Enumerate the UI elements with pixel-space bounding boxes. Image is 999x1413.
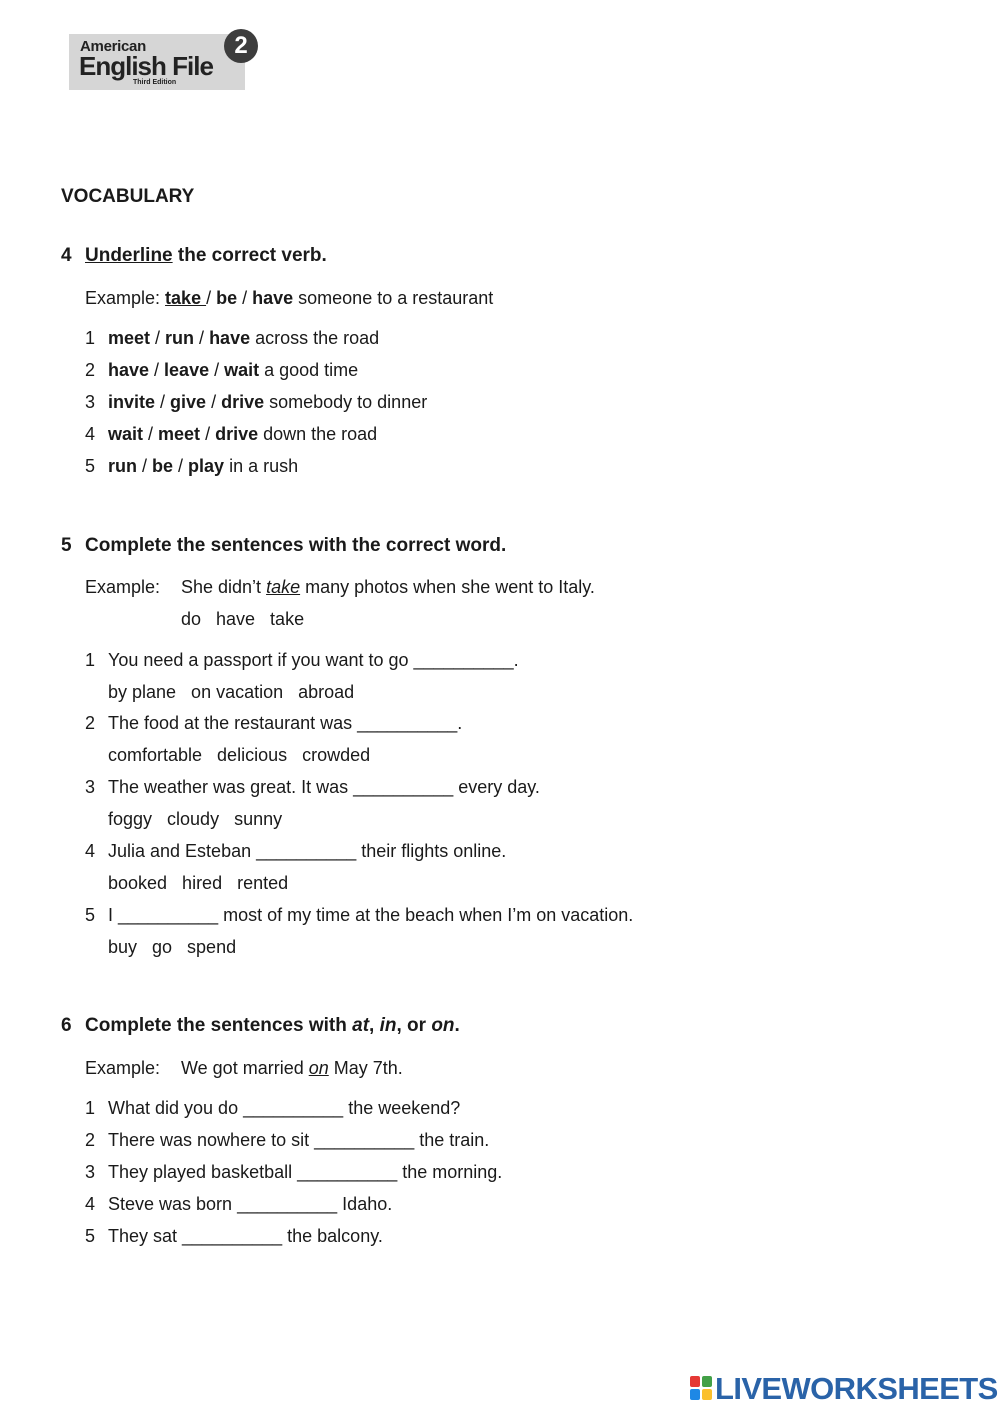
ex4-item: [108, 328, 379, 349]
ex6-title-in: in: [379, 1015, 397, 1036]
ex6-item-sentence: They sat __________ the balcony.: [108, 1226, 383, 1246]
ex4-item-rest: down the road: [258, 424, 378, 444]
ex5-item-sentence: The food at the restaurant was __________.: [108, 713, 463, 733]
ex5-example-label: Example:: [85, 577, 161, 597]
ex6-item-sentence: There was nowhere to sit __________ the train.: [108, 1130, 490, 1150]
ex6-item-number: 3: [85, 1162, 96, 1182]
level-badge: 2: [224, 29, 258, 63]
ex5-item-sentence: The weather was great. It was __________ every day.: [108, 777, 540, 797]
ex6-title-a: Complete the sentences with: [85, 1015, 353, 1036]
ex4-example-sep1: /: [206, 288, 217, 308]
ex4-title: [85, 245, 327, 267]
ex4-item: [108, 392, 427, 413]
ex4-example-answer: take: [165, 288, 207, 308]
ex6-item-sentence: What did you do __________ the weekend?: [108, 1098, 461, 1118]
ex6-example-label: Example:: [85, 1058, 161, 1078]
ex4-option-a: meet: [108, 328, 151, 348]
ex4-item-rest: in a rush: [224, 456, 299, 476]
ex5-example-options: do have take: [181, 609, 305, 629]
ex4-option-b: meet: [158, 424, 201, 444]
ex4-example-opt3: have: [252, 288, 294, 308]
american-english-file-logo: [69, 34, 245, 90]
ex6-example-answer: on: [308, 1058, 329, 1078]
ex4-sep: /: [206, 392, 222, 412]
ex4-option-a: run: [108, 456, 137, 476]
ex5-item-sentence: You need a passport if you want to go __________.: [108, 650, 519, 670]
ex5-item-options: comfortable delicious crowded: [108, 745, 371, 765]
ex6-item-sentence: Steve was born __________ Idaho.: [108, 1194, 393, 1214]
ex4-sep: /: [209, 360, 225, 380]
ex5-example-after: many photos when she went to Italy.: [300, 577, 595, 597]
ex4-sep: /: [194, 328, 210, 348]
liveworksheets-text: LIVEWORKSHEETS: [715, 1371, 998, 1406]
ex4-option-c: wait: [224, 360, 260, 380]
ex4-example: [85, 288, 493, 309]
ex4-example-label: Example:: [85, 288, 166, 308]
ex4-sep: /: [155, 392, 171, 412]
ex6-title-at: at: [352, 1015, 370, 1036]
ex6-example-after: May 7th.: [328, 1058, 403, 1078]
ex4-option-b: run: [165, 328, 195, 348]
ex4-item-number: 5: [85, 456, 96, 476]
ex6-item-sentence: They played basketball __________ the morning.: [108, 1162, 503, 1182]
section-title: VOCABULARY: [61, 186, 195, 207]
ex5-item-number: 3: [85, 777, 96, 797]
ex4-item-number: 3: [85, 392, 96, 412]
ex4-option-c: have: [209, 328, 251, 348]
ex5-item-options: buy go spend: [108, 937, 237, 957]
ex5-example-sentence: [181, 577, 595, 598]
ex5-title: Complete the sentences with the correct word.: [85, 535, 507, 556]
ex6-number: 6: [61, 1015, 72, 1036]
logo-line1: American: [80, 38, 146, 55]
ex4-option-b: give: [170, 392, 207, 412]
ex5-item-options: by plane on vacation abroad: [108, 682, 355, 702]
ex4-option-a: invite: [108, 392, 156, 412]
ex4-item-rest: somebody to dinner: [264, 392, 428, 412]
ex4-sep: /: [149, 360, 165, 380]
liveworksheets-icon: [690, 1376, 712, 1400]
ex5-item-sentence: I __________ most of my time at the beach when I’m on vacation.: [108, 905, 634, 925]
ex4-item: [108, 424, 377, 445]
ex5-item-number: 5: [85, 905, 96, 925]
ex6-example-sentence: [181, 1058, 403, 1079]
ex4-title-rest: the correct verb.: [172, 245, 327, 266]
ex4-option-b: leave: [164, 360, 210, 380]
ex4-item: [108, 360, 358, 381]
ex6-title-comma1: ,: [369, 1015, 380, 1036]
ex6-item-number: 1: [85, 1098, 96, 1118]
ex4-example-rest: someone to a restaurant: [293, 288, 494, 308]
ex6-title: [85, 1015, 460, 1037]
ex4-item-rest: a good time: [259, 360, 359, 380]
ex6-title-on: on: [431, 1015, 455, 1036]
ex4-option-c: drive: [221, 392, 265, 412]
ex5-item-number: 2: [85, 713, 96, 733]
ex5-item-number: 4: [85, 841, 96, 861]
ex6-title-dot: .: [454, 1015, 460, 1036]
ex5-item-options: foggy cloudy sunny: [108, 809, 283, 829]
ex4-sep: /: [150, 328, 166, 348]
ex6-item-number: 5: [85, 1226, 96, 1246]
ex6-title-or: , or: [396, 1015, 432, 1036]
ex4-sep: /: [137, 456, 153, 476]
ex5-item-sentence: Julia and Esteban __________ their flights online.: [108, 841, 507, 861]
ex4-option-c: drive: [215, 424, 259, 444]
ex5-number: 5: [61, 535, 72, 556]
logo-line2: English File: [79, 51, 213, 81]
logo-edition: Third Edition: [133, 79, 177, 86]
ex6-item-number: 4: [85, 1194, 96, 1214]
ex4-option-a: wait: [108, 424, 144, 444]
ex4-title-underlined: Underline: [85, 245, 173, 266]
ex4-option-c: play: [188, 456, 225, 476]
ex6-example-before: We got married: [181, 1058, 309, 1078]
ex4-option-b: be: [152, 456, 174, 476]
ex4-item: [108, 456, 298, 477]
ex6-item-number: 2: [85, 1130, 96, 1150]
ex4-example-sep2: /: [237, 288, 253, 308]
ex5-item-number: 1: [85, 650, 96, 670]
ex5-example-answer: take: [266, 577, 301, 597]
ex4-item-number: 2: [85, 360, 96, 380]
ex4-item-number: 1: [85, 328, 96, 348]
ex4-sep: /: [143, 424, 159, 444]
ex4-example-opt2: be: [216, 288, 238, 308]
ex4-item-rest: across the road: [250, 328, 380, 348]
ex5-example-before: She didn’t: [181, 577, 267, 597]
ex4-item-number: 4: [85, 424, 96, 444]
ex4-sep: /: [173, 456, 189, 476]
ex4-number: 4: [61, 245, 72, 266]
ex4-option-a: have: [108, 360, 150, 380]
ex5-item-options: booked hired rented: [108, 873, 289, 893]
ex4-sep: /: [200, 424, 216, 444]
